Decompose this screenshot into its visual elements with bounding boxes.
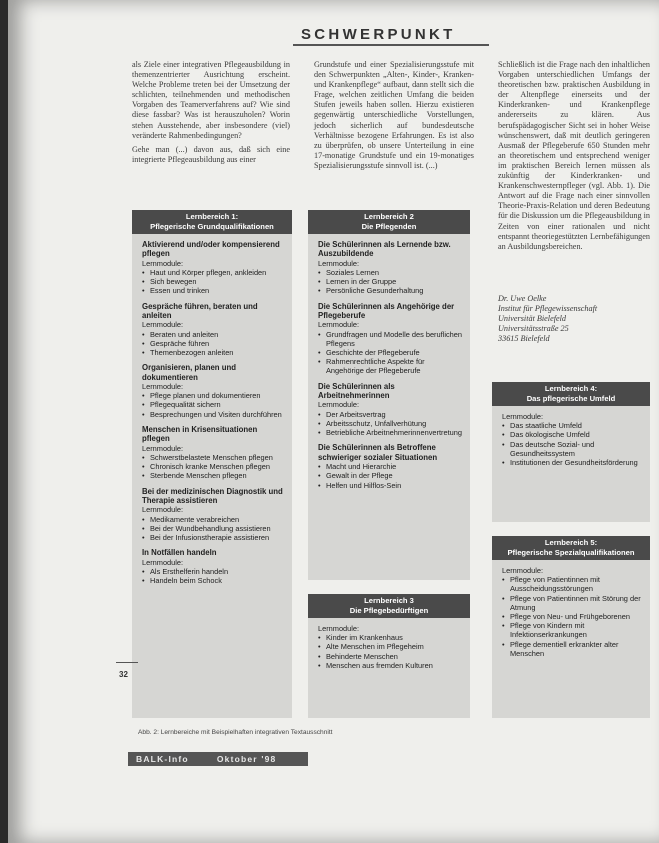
module-group-title: Organisieren, planen und dokumentieren <box>142 363 237 382</box>
box-heading-line: Pflegerische Grundqualifikationen <box>150 222 274 231</box>
module-label: Lernmodule: <box>502 412 544 421</box>
module-label: Lernmodule: <box>142 382 184 392</box>
box-heading-line: Das pflegerische Umfeld <box>526 394 616 403</box>
module-item: • Alte Menschen im Pflegeheim <box>318 642 462 651</box>
signature-line: 33615 Bielefeld <box>498 334 550 344</box>
box-heading <box>492 536 650 560</box>
box-heading <box>308 210 470 234</box>
module-item: • Bei der Wundbehandlung assistieren <box>142 524 284 533</box>
module-label: Lernmodule: <box>318 258 360 268</box>
module-label: Lernmodule: <box>142 258 184 268</box>
module-label: Lernmodule: <box>318 320 360 330</box>
module-group <box>142 302 284 358</box>
module-item: • Das staatliche Umfeld <box>502 421 642 430</box>
module-group <box>318 382 462 438</box>
module-item: • Besprechungen und Visiten durchführen <box>142 410 284 419</box>
learning-area-box-2 <box>308 210 470 580</box>
module-item: • Gespräche führen <box>142 339 284 348</box>
module-item: • Sterbende Menschen pflegen <box>142 471 284 480</box>
page-number: 32 <box>119 670 128 679</box>
module-item: • Institutionen der Gesundheitsförderung <box>502 458 642 467</box>
box-heading-line: Lernbereich 3 <box>364 596 414 605</box>
module-list <box>502 421 642 467</box>
signature-line: Universitätsstraße 25 <box>498 324 569 334</box>
signature-line: Institut für Pflegewissenschaft <box>498 304 598 314</box>
module-item: • Macht und Hierarchie <box>318 462 462 471</box>
module-group-title: Menschen in Krisensituationen pflegen <box>142 424 258 444</box>
module-item: • Pflege planen und dokumentieren <box>142 391 284 400</box>
module-item: • Handeln beim Schock <box>142 576 284 585</box>
box-heading-line: Die Pflegenden <box>361 222 417 231</box>
box-heading-line: Lernbereich 2 <box>364 212 414 221</box>
module-item: • Pflege von Patientinnen mit Ausscheidungsstörungen <box>502 575 642 593</box>
module-group-title: Die Schülerinnen als Betroffene schwieriger sozialer Situationen <box>318 443 438 462</box>
module-group <box>318 443 462 489</box>
box-heading-line: Lernbereich 4: <box>544 384 598 393</box>
module-list <box>502 575 642 658</box>
module-item: • Bei der Infusionstherapie assistieren <box>142 533 284 542</box>
module-item: • Betriebliche Arbeitnehmerinnenvertretung <box>318 428 462 437</box>
module-item: • Menschen aus fremden Kulturen <box>318 661 462 670</box>
module-item: • Soziales Lernen <box>318 268 462 277</box>
module-item: • Pflege von Neu- und Frühgeborenen <box>502 612 642 621</box>
module-item: • Persönliche Gesunderhaltung <box>318 286 462 295</box>
module-item: • Lernen in der Gruppe <box>318 277 462 286</box>
module-item: • Das deutsche Sozial- und Gesundheitssystem <box>502 440 642 458</box>
module-list <box>318 410 462 438</box>
module-list <box>142 268 284 296</box>
module-group <box>142 240 284 296</box>
module-group <box>142 363 284 419</box>
paragraph: als Ziele einer integrativen Pflegeausbildung in themenzentrierter Ausrichtung erscheint. Welche Probleme treten bei der Umsetzung der schlichten, teilnehmenden und methodischen Vorgaben des Teamerverfahrens auf? Wie sind diese fassbar? Was ist herauszuholen? Worin stehen Ausstehende, aber insbesondere (viel) veränderte Rahmenbedingungen? <box>132 60 290 140</box>
module-item: • Als Ersthelferin handeln <box>142 567 284 576</box>
module-item: • Pflege von Patientinnen mit Störung der Atmung <box>502 594 642 612</box>
signature-line: Universität Bielefeld <box>498 314 566 324</box>
box-heading-line: Lernbereich 5: <box>544 538 598 547</box>
magazine-page <box>8 0 659 843</box>
module-group-title: Gespräche führen, beraten und anleiten <box>142 301 258 321</box>
module-group <box>318 240 462 296</box>
learning-area-box-3 <box>308 594 470 718</box>
box-body <box>308 618 470 680</box>
text-column-1 <box>132 60 290 169</box>
box-heading <box>308 594 470 618</box>
footer-bar <box>128 752 308 766</box>
page-number-rule <box>116 662 138 663</box>
module-item: • Chronisch kranke Menschen pflegen <box>142 462 284 471</box>
module-group-title: Die Schülerinnen als Arbeitnehmerinnen <box>318 381 395 401</box>
text-column-3 <box>498 60 650 256</box>
signature-line: Dr. Uwe Oelke <box>498 294 547 303</box>
module-item: • Behinderte Menschen <box>318 652 462 661</box>
module-list <box>142 453 284 481</box>
module-item: • Sich bewegen <box>142 277 284 286</box>
module-list <box>142 391 284 419</box>
learning-area-box-4 <box>492 382 650 522</box>
module-label: Lernmodule: <box>142 505 184 515</box>
box-body <box>132 234 292 595</box>
box-body <box>492 560 650 668</box>
module-label: Lernmodule: <box>318 400 360 410</box>
module-group <box>502 412 642 467</box>
module-group <box>142 548 284 585</box>
module-list <box>142 515 284 543</box>
section-header: SCHWERPUNKT <box>301 26 456 43</box>
module-list <box>142 567 284 585</box>
paragraph: Grundstufe und einer Spezialisierungsstufe mit den Schwerpunkten „Alten-, Kinder-, Kranken- und Krankenpflege“ aufbaut, dann stellt sich die Frage, welchen zeitlichen Umfang die beiden Stufen jeweils haben sollen. Hierzu existieren gegenwärtig unterschiedliche Vorstellungen, jedoch sicherlich auf bundesdeutsche Verhältnisse bezogene Erfahrungen. Es ist also zu überprüfen, ob unsere Unterteilung in eine 17-monatige Grundstufe und ein 19-monatiges Spezialisierungsstufe sinnvoll ist. (...) <box>314 60 474 170</box>
module-label: Lernmodule: <box>142 320 184 330</box>
module-label: Lernmodule: <box>142 443 184 453</box>
module-label: Lernmodule: <box>318 624 360 633</box>
paragraph: Schließlich ist die Frage nach den inhaltlichen Vorgaben unterschiedlichen Umfangs der theoretischen bzw. praktischen Ausbildung in der Altenpflege einerseits und der Kinderkranken- und Krankenpflege andererseits zu klären. Aus berufspädagogischer Sicht sei in hoher Weise wünschenswert, daß mit deutlich geringeren Ausmaß der Pflegeberufe 650 Stunden mehr an theoretischem und entsprechend weniger im praktischen Bereich lernen müssen als zukünftig der Kinderkranken- und Krankenschwesternpfleger (vgl. Abb. 1). Die Antwort auf die Frage nach einer sinnvollen Theorie-Praxis-Relation und deren Bedeutung für die Diskussion um die Pflegeausbildung in Zeiten von einer rationalen und nicht entspannt theoriegestützten Lernbefähigungen an Ausbildungsbereichen. <box>498 60 650 251</box>
module-item: • Geschichte der Pflegeberufe <box>318 348 462 357</box>
text-column-2 <box>314 60 474 175</box>
module-item: • Arbeitsschutz, Unfallverhütung <box>318 419 462 428</box>
box-heading <box>492 382 650 406</box>
module-item: • Medikamente verabreichen <box>142 515 284 524</box>
header-rule <box>293 44 489 46</box>
box-heading-line: Lernbereich 1: <box>185 212 239 221</box>
module-item: • Kinder im Krankenhaus <box>318 633 462 642</box>
module-group-title: Aktivierend und/oder kompensierend pflegen <box>142 240 280 259</box>
figure-caption: Abb. 2: Lernbereiche mit Beispielhaften integrativen Textausschnitt <box>138 729 333 736</box>
author-signature <box>498 294 648 344</box>
box-heading <box>132 210 292 234</box>
module-list <box>318 462 462 490</box>
box-body <box>492 406 650 477</box>
module-group <box>318 624 462 670</box>
module-group-title: Die Schülerinnen als Angehörige der Pflegeberufe <box>318 301 455 321</box>
module-item: • Pflegequalität sichern <box>142 400 284 409</box>
learning-area-box-1 <box>132 210 292 718</box>
module-list <box>318 268 462 296</box>
module-item: • Themenbezogen anleiten <box>142 348 284 357</box>
module-label: Lernmodule: <box>502 566 544 575</box>
module-group <box>142 425 284 481</box>
module-item: • Grundfragen und Modelle des beruflichen Pflegens <box>318 330 462 348</box>
module-group-title: Bei der medizinischen Diagnostik und Therapie assistieren <box>142 486 283 505</box>
module-item: • Schwerstbelastete Menschen pflegen <box>142 453 284 462</box>
paragraph: Gehe man (...) davon aus, daß sich eine integrierte Pflegeausbildung aus einer <box>132 144 290 164</box>
module-item: • Der Arbeitsvertrag <box>318 410 462 419</box>
module-item: • Pflege dementiell erkrankter alter Menschen <box>502 640 642 658</box>
module-item: • Gewalt in der Pflege <box>318 471 462 480</box>
module-item: • Haut und Körper pflegen, ankleiden <box>142 268 284 277</box>
module-label: Lernmodule: <box>142 557 184 567</box>
module-group <box>142 487 284 543</box>
module-group <box>318 302 462 376</box>
module-group-title: In Notfällen handeln <box>142 548 217 558</box>
module-list <box>318 633 462 670</box>
learning-area-box-5 <box>492 536 650 718</box>
module-item: • Beraten und anleiten <box>142 330 284 339</box>
box-heading-line: Pflegerische Spezialqualifikationen <box>507 548 635 557</box>
module-item: • Essen und trinken <box>142 286 284 295</box>
module-item: • Pflege von Kindern mit Infektionserkrankungen <box>502 621 642 639</box>
module-group <box>502 566 642 658</box>
box-heading-line: Die Pflegebedürftigen <box>349 606 429 615</box>
module-group-title: Die Schülerinnen als Lernende bzw. Auszubildende <box>318 240 451 259</box>
module-item: • Helfen und Hilflos-Sein <box>318 481 462 490</box>
module-item: • Das ökologische Umfeld <box>502 430 642 439</box>
module-list <box>142 330 284 358</box>
magazine-name: BALK-Info <box>136 754 189 764</box>
module-list <box>318 330 462 376</box>
issue-date: Oktober '98 <box>216 754 277 764</box>
module-item: • Rahmenrechtliche Aspekte für Angehörige der Pflegeberufe <box>318 357 462 375</box>
box-body <box>308 234 470 500</box>
